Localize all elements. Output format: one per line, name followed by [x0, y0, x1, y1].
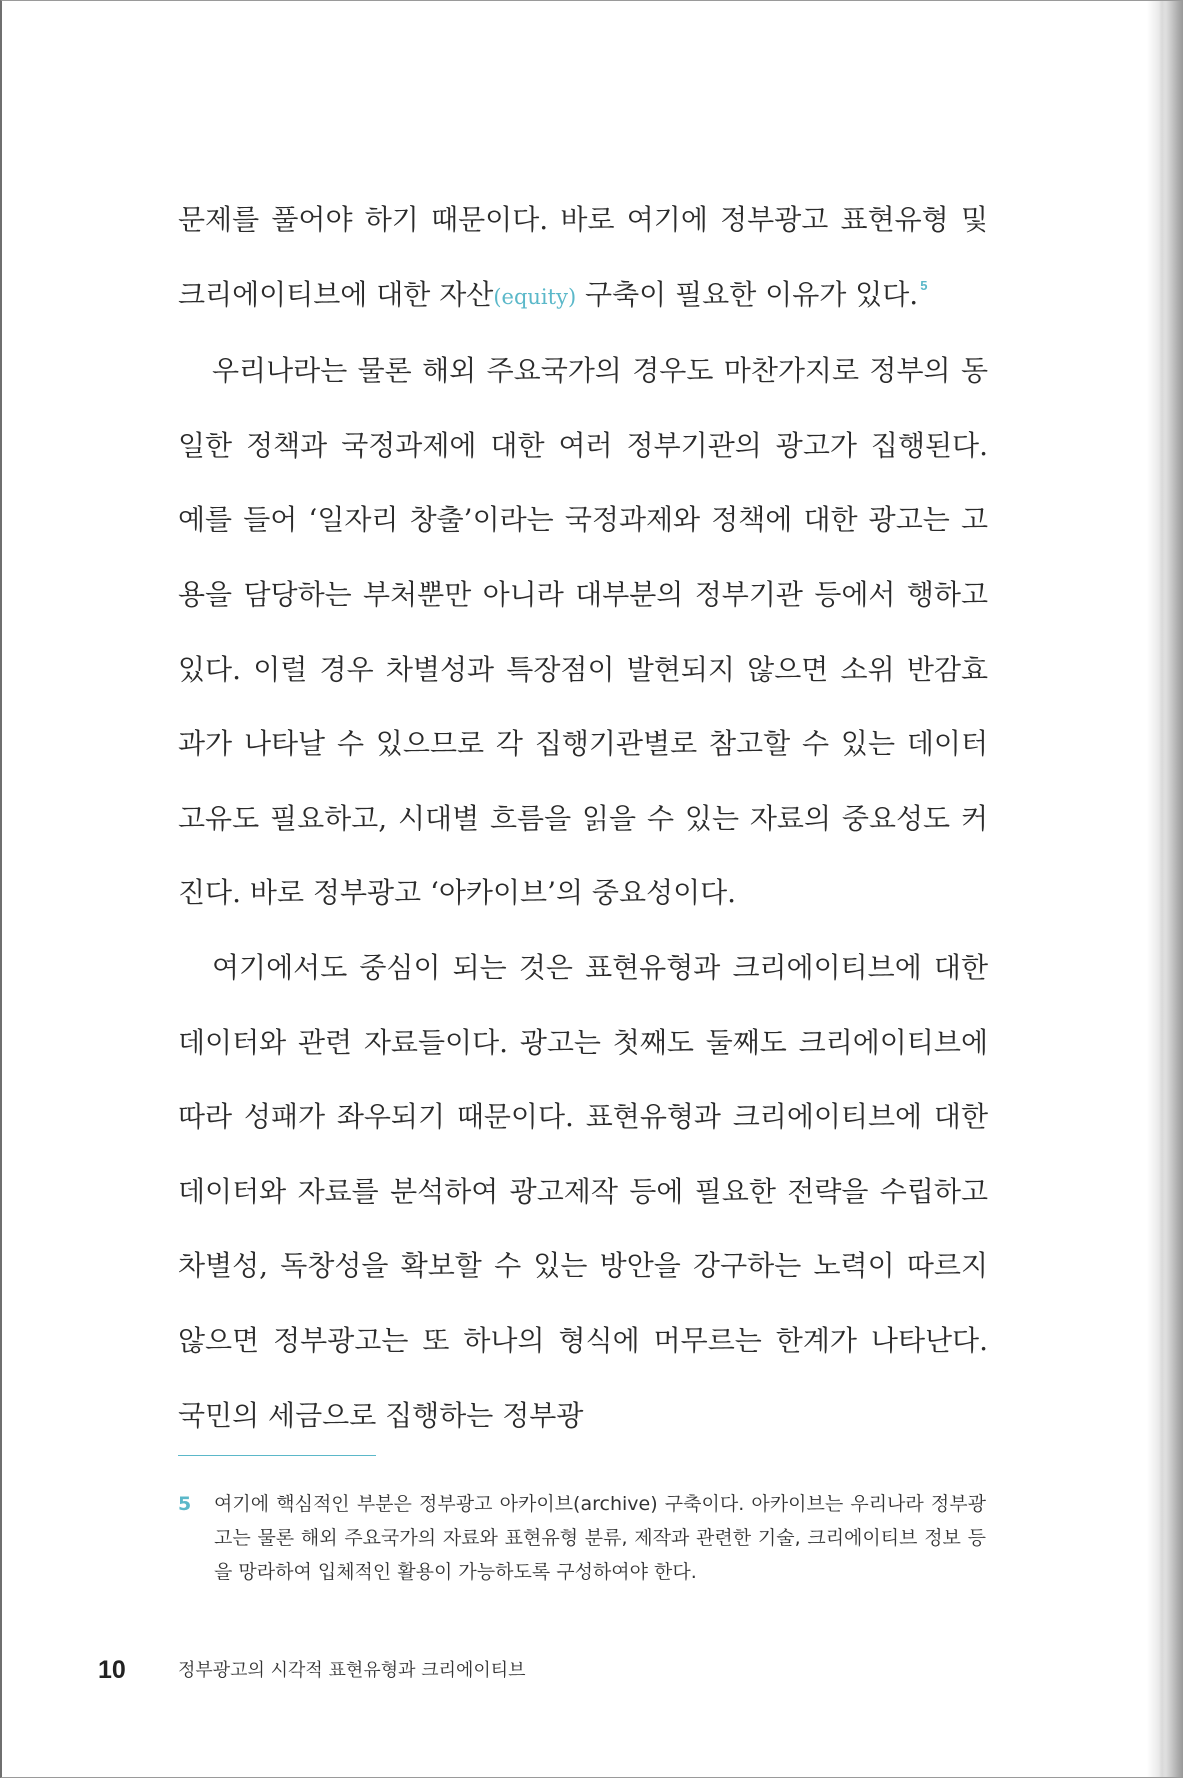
running-title: 정부광고의 시각적 표현유형과 크리에이티브: [178, 1660, 526, 1681]
footnote-text: 여기에 핵심적인 부분은 정부광고 아카이브(archive) 구축이다. 아카이브는 우리나라 정부광고는 물론 해외 주요국가의 자료와 표현유형 분류, 제작과 관련한 기술, 크리에이티브 정보 등을 망라하여 입체적인 활용이 가능하도록 구성하여야 한다.: [214, 1493, 986, 1583]
paragraph-1-text-b: 구축이 필요한 이유가 있다.: [576, 277, 919, 311]
equity-term: (equity): [493, 284, 577, 309]
footnote-number: 5: [178, 1493, 192, 1515]
page-number: 10: [98, 1656, 126, 1684]
body-text: [178, 183, 988, 1453]
footnote-reference[interactable]: 5: [920, 277, 928, 293]
page-fold-highlight: [1159, 1, 1165, 1777]
page-edge-shadow: [1147, 1, 1183, 1777]
paragraph-2: 우리나라는 물론 해외 주요국가의 경우도 마찬가지로 정부의 동일한 정책과 국정과제에 대한 여러 정부기관의 광고가 집행된다. 예를 들어 ‘일자리 창출’이라는 국정과제와 정책에 대한 광고는 고용을 담당하는 부처뿐만 아니라 대부분의 정부기관 등에서 행하고 있다. 이럴 경우 차별성과 특장점이 발현되지 않으면 소위 반감효과가 나타날 수 있으므로 각 집행기관별로 참고할 수 있는 데이터 고유도 필요하고, 시대별 흐름을 읽을 수 있는 자료의 중요성도 커진다. 바로 정부광고 ‘아카이브’의 중요성이다.: [178, 354, 988, 910]
paragraph-3: 여기에서도 중심이 되는 것은 표현유형과 크리에이티브에 대한 데이터와 관련 자료들이다. 광고는 첫째도 둘째도 크리에이티브에 따라 성패가 좌우되기 때문이다. 표현유형과 크리에이티브에 대한 데이터와 자료를 분석하여 광고제작 등에 필요한 전략을 수립하고 차별성, 독창성을 확보할 수 있는 방안을 강구하는 노력이 따르지 않으면 정부광고는 또 하나의 형식에 머무르는 한계가 나타난다. 국민의 세금으로 집행하는 정부광: [178, 950, 988, 1432]
footnote-divider: [178, 1455, 376, 1456]
footnote: [178, 1487, 986, 1589]
paragraph-1: [178, 183, 988, 334]
paragraph-1-text-a: 문제를 풀어야 하기 때문이다. 바로 여기에 정부광고 표현유형 및 크리에이티브에 대한 자산: [178, 203, 988, 311]
